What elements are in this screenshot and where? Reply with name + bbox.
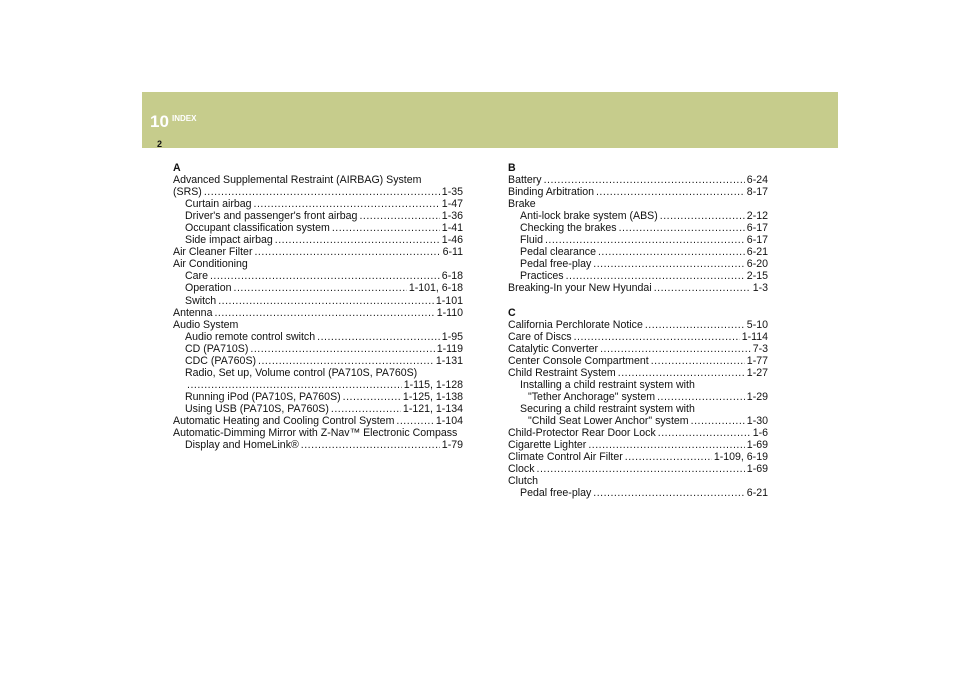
index-entry: Air Cleaner Filter ..... 6-11 [173,246,463,258]
index-entry: Antenna ..... 1-110 [173,307,463,319]
index-entry: Using USB (PA710S, PA760S) ..... 1-121, 1-134 [173,403,463,415]
index-entry: (SRS) ..... 1-35 [173,186,463,198]
index-entry: CDC (PA760S) ..... 1-131 [173,355,463,367]
header-band [142,92,838,148]
index-entry: "Tether Anchorage" system ..... 1-29 [508,391,768,403]
index-entry: Side impact airbag ..... 1-46 [173,234,463,246]
index-column-left [173,162,463,451]
index-entry: Air Conditioning [173,258,248,271]
index-entry: Advanced Supplemental Restraint (AIRBAG) System [173,174,422,187]
index-entry: California Perchlorate Notice ..... 5-10 [508,319,768,331]
index-entry: Driver's and passenger's front airbag ..... 1-36 [173,210,463,222]
index-entry: Clutch [508,475,539,488]
chapter-title: INDEX [172,114,197,123]
index-entry: Switch ..... 1-101 [173,295,463,307]
section-letter: B [508,162,516,174]
index-entry: Catalytic Converter ..... 7-3 [508,343,768,355]
index-entry: Display and HomeLink® ..... 1-79 [173,439,463,451]
index-entry: Pedal free-play ..... 6-21 [508,487,768,499]
index-entry: Automatic-Dimming Mirror with Z-Nav™ Electronic Compass [173,427,458,440]
index-entry: Practices ..... 2-15 [508,270,768,282]
index-entry: Audio remote control switch ..... 1-95 [173,331,463,343]
index-entry: Curtain airbag ..... 1-47 [173,198,463,210]
index-entry: Checking the brakes ..... 6-17 [508,222,768,234]
index-entry: Child-Protector Rear Door Lock ..... 1-6 [508,427,768,439]
chapter-number: 10 [150,112,169,131]
index-entry: CD (PA710S) ..... 1-119 [173,343,463,355]
index-entry: Running iPod (PA710S, PA760S) ..... 1-125, 1-138 [173,391,463,403]
section-letter: A [173,162,181,174]
index-entry: Installing a child restraint system with [520,378,695,391]
index-entry: Breaking-In your New Hyundai ..... 1-3 [508,282,768,294]
index-entry: Occupant classification system ..... 1-41 [173,222,463,234]
index-entry: Operation ..... 1-101, 6-18 [173,282,463,294]
index-entry: Cigarette Lighter ..... 1-69 [508,439,768,451]
index-entry: Center Console Compartment ..... 1-77 [508,355,768,367]
index-entry: ..... 1-115, 1-128 [173,379,463,391]
index-entry: Care of Discs ..... 1-114 [508,331,768,343]
index-entry: Pedal free-play ..... 6-20 [508,258,768,270]
index-entry: Fluid ..... 6-17 [508,234,768,246]
index-entry: "Child Seat Lower Anchor" system ..... 1-30 [508,415,768,427]
section-gap [508,295,768,307]
index-column-right [508,162,768,499]
index-entry: Clock ..... 1-69 [508,463,768,475]
index-entry: Climate Control Air Filter ..... 1-109, 6-19 [508,451,768,463]
index-entry: Binding Arbitration ..... 8-17 [508,186,768,198]
page-number: 2 [157,139,163,149]
index-entry: Care ..... 6-18 [173,270,463,282]
index-entry: Radio, Set up, Volume control (PA710S, PA760S) [185,366,418,379]
index-entry: Child Restraint System ..... 1-27 [508,367,768,379]
index-entry: Securing a child restraint system with [520,402,695,415]
section-letter: C [508,306,516,319]
index-entry: Brake [508,198,536,211]
index-entry: Anti-lock brake system (ABS) ..... 2-12 [508,210,768,222]
index-entry: Battery ..... 6-24 [508,174,768,186]
index-entry: Pedal clearance ..... 6-21 [508,246,768,258]
index-entry: Automatic Heating and Cooling Control System ..... 1-104 [173,415,463,427]
index-entry: Audio System [173,318,239,331]
